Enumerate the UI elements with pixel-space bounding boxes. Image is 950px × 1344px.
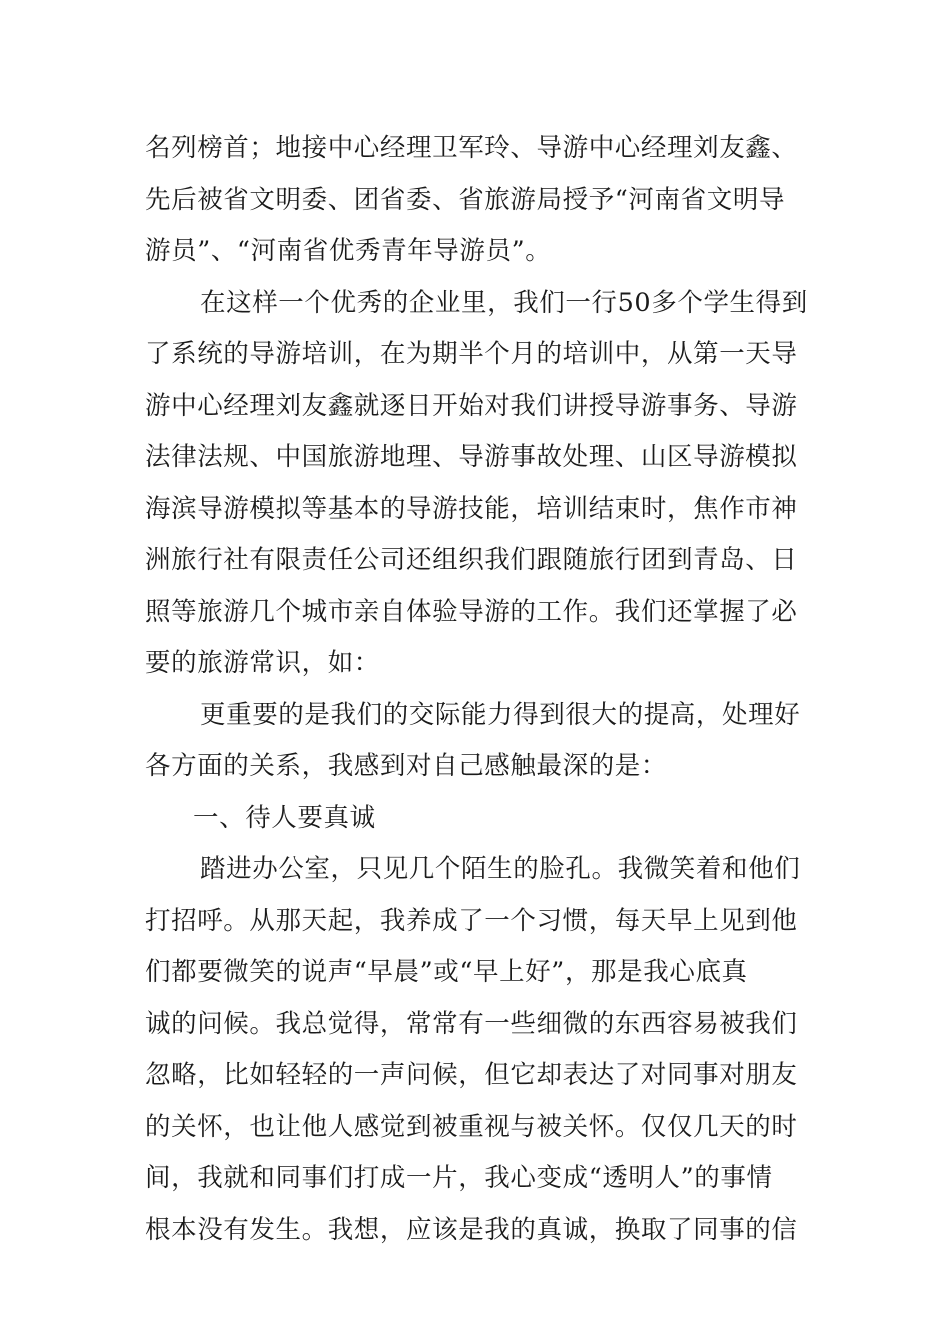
text-line: 海滨导游模拟等基本的导游技能，培训结束时，焦作市神	[145, 493, 798, 524]
text-line: 名列榜首；地接中心经理卫军玲、导游中心经理刘友鑫、	[145, 133, 798, 163]
text-line: 先后被省文明委、团省委、省旅游局授予“河南省文明导	[145, 184, 786, 215]
body-text	[145, 123, 810, 1256]
text-line: 各方面的关系，我感到对自己感触最深的是：	[145, 751, 668, 781]
text-line: 了系统的导游培训，在为期半个月的培训中，从第一天导	[145, 339, 798, 369]
text-line: 忽略，比如轻轻的一声问候，但它却表达了对同事对朋友	[145, 1060, 798, 1090]
text-line: 法律法规、中国旅游地理、导游事故处理、山区导游模拟	[145, 442, 798, 472]
text-line: 的关怀，也让他人感觉到被重视与被关怀。仅仅几天的时	[145, 1111, 798, 1142]
text-line: 间，我就和同事们打成一片，我心变成“透明人”的事情	[145, 1163, 773, 1193]
text-line: 游中心经理刘友鑫就逐日开始对我们讲授导游事务、导游	[145, 390, 798, 421]
text-line: 要的旅游常识，如：	[145, 648, 380, 678]
text-line: 打招呼。从那天起，我养成了一个习惯，每天早上见到他	[145, 905, 798, 936]
text-line: 诚的问候。我总觉得，常常有一些细微的东西容易被我们	[145, 1008, 798, 1039]
text-line: 们都要微笑的说声“早晨”或“早上好”，那是我心底真	[145, 957, 748, 987]
text-line: 游员”、“河南省优秀青年导游员”。	[145, 236, 552, 266]
text-line: 根本没有发生。我想，应该是我的真诚，换取了同事的信	[145, 1214, 798, 1245]
paragraph-start-line: 踏进办公室，只见几个陌生的脸孔。我微笑着和他们	[200, 854, 801, 884]
text-line: 照等旅游几个城市亲自体验导游的工作。我们还掌握了必	[145, 596, 798, 627]
section-heading: 一、待人要真诚	[193, 802, 376, 833]
paragraph-start-line: 更重要的是我们的交际能力得到很大的提高，处理好	[200, 699, 801, 730]
paragraph-start-line: 在这样一个优秀的企业里，我们一行50多个学生得到	[200, 287, 808, 318]
text-line: 洲旅行社有限责任公司还组织我们跟随旅行团到青岛、日	[145, 545, 798, 575]
